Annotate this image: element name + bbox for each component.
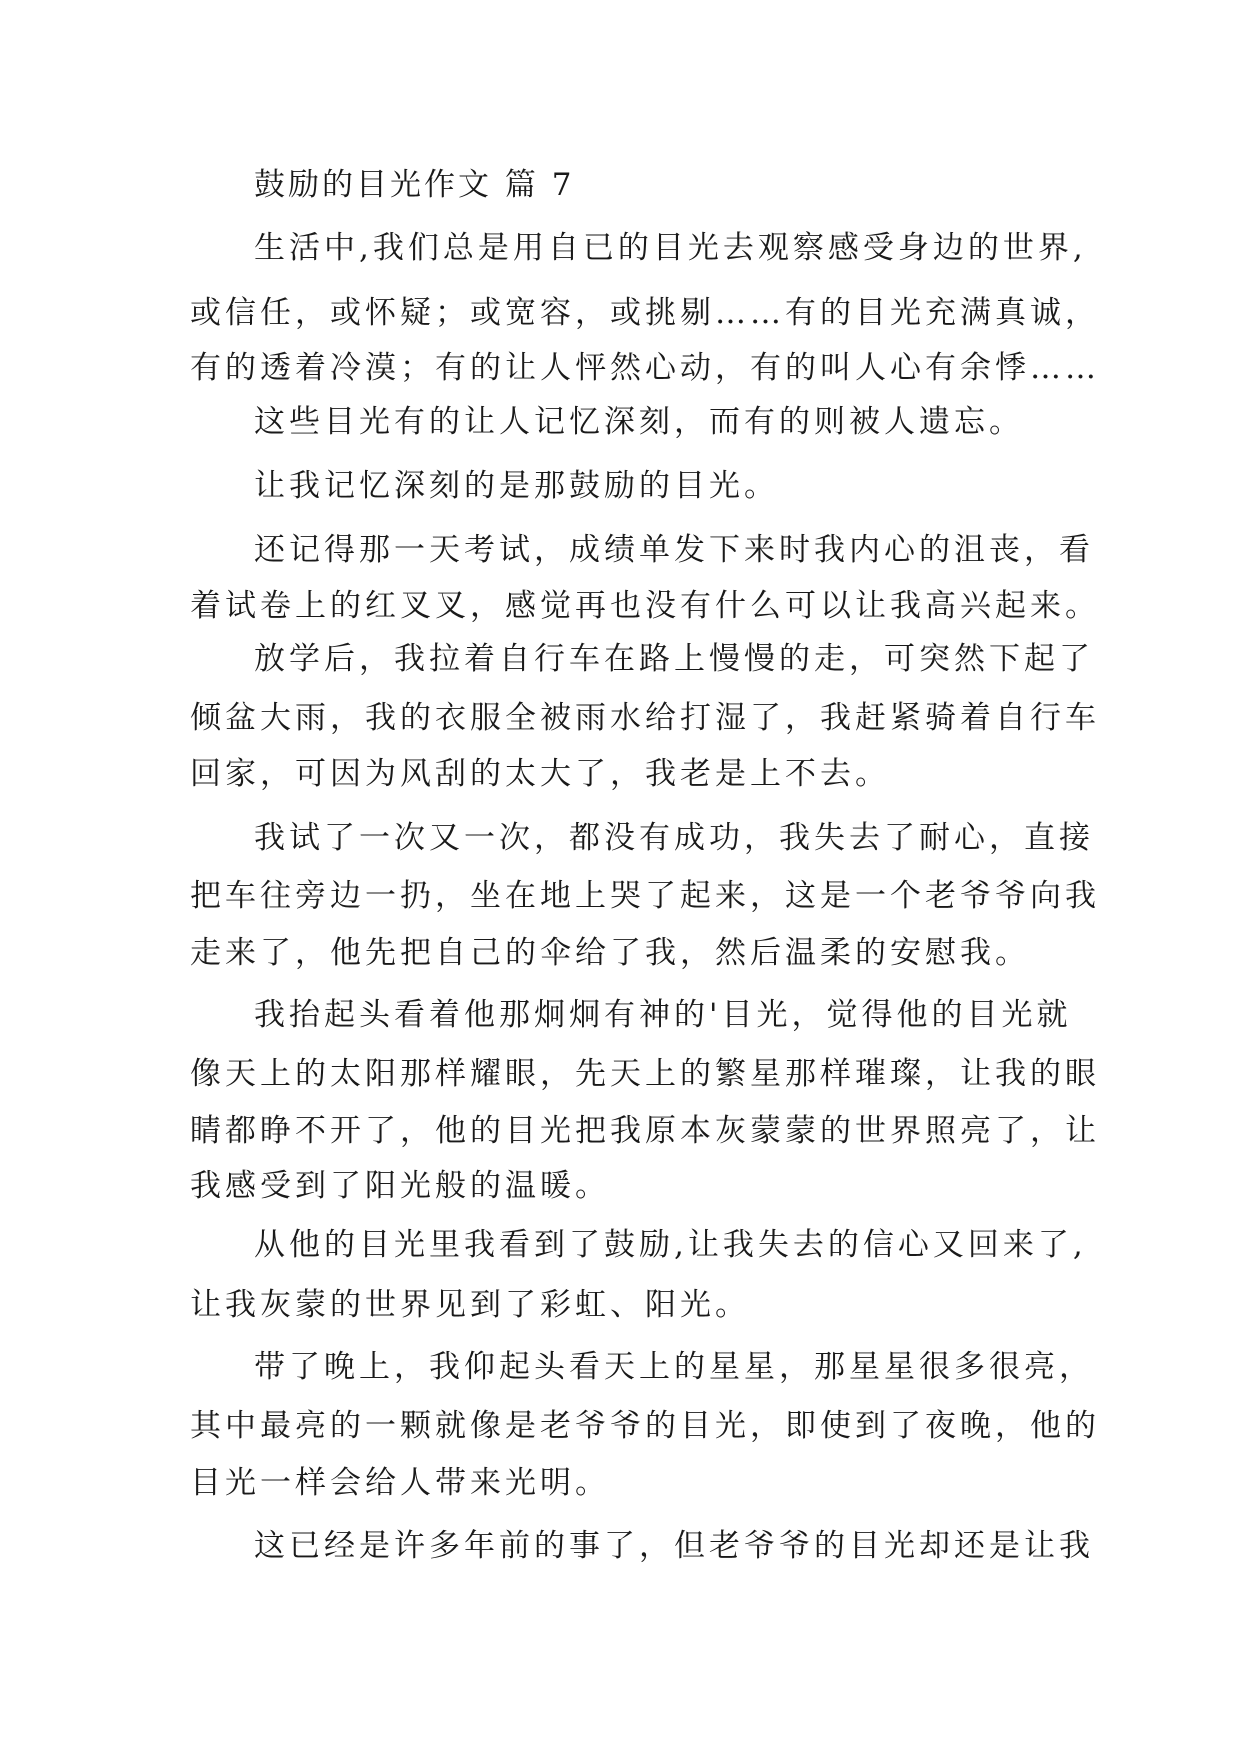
paragraph-line: 其中最亮的一颗就像是老爷爷的目光，即使到了夜晚，他的	[190, 1408, 1100, 1444]
paragraph-line: 我抬起头看着他那炯炯有神的'目光，觉得他的目光就	[254, 997, 1072, 1033]
paragraph-line: 我感受到了阳光般的温暖。	[190, 1168, 610, 1204]
paragraph-line: 着试卷上的红叉叉，感觉再也没有什么可以让我高兴起来。	[190, 588, 1100, 624]
paragraph-line: 走来了，他先把自己的伞给了我，然后温柔的安慰我。	[190, 935, 1030, 971]
paragraph-line: 带了晚上，我仰起头看天上的星星，那星星很多很亮，	[254, 1349, 1094, 1385]
paragraph-line: 这已经是许多年前的事了，但老爷爷的目光却还是让我	[254, 1528, 1094, 1564]
paragraph-line: 让我灰蒙的世界见到了彩虹、阳光。	[190, 1287, 750, 1323]
paragraph-line: 让我记忆深刻的是那鼓励的目光。	[254, 468, 779, 504]
paragraph-line: 倾盆大雨，我的衣服全被雨水给打湿了，我赶紧骑着自行车	[190, 700, 1100, 736]
paragraph-line: 把车往旁边一扔，坐在地上哭了起来，这是一个老爷爷向我	[190, 878, 1100, 914]
essay-title: 鼓励的目光作文 篇 7	[254, 167, 575, 203]
paragraph-line: 放学后，我拉着自行车在路上慢慢的走，可突然下起了	[254, 641, 1094, 677]
paragraph-line: 这些目光有的让人记忆深刻，而有的则被人遗忘。	[254, 404, 1024, 440]
paragraph-line: 或信任，或怀疑；或宽容，或挑剔……有的目光充满真诚，	[190, 295, 1100, 331]
paragraph-line: 从他的目光里我看到了鼓励,让我失去的信心又回来了,	[254, 1227, 1087, 1263]
paragraph-line: 回家，可因为风刮的太大了，我老是上不去。	[190, 756, 890, 792]
paragraph-line: 目光一样会给人带来光明。	[190, 1465, 610, 1501]
paragraph-line: 睛都睁不开了，他的目光把我原本灰蒙蒙的世界照亮了，让	[190, 1113, 1100, 1149]
paragraph-line: 还记得那一天考试，成绩单发下来时我内心的沮丧，看	[254, 532, 1094, 568]
paragraph-line: 生活中,我们总是用自已的目光去观察感受身边的世界,	[254, 230, 1087, 266]
paragraph-line: 有的透着冷漠；有的让人怦然心动，有的叫人心有余悸……	[190, 350, 1100, 386]
paragraph-line: 像天上的太阳那样耀眼，先天上的繁星那样璀璨，让我的眼	[190, 1056, 1100, 1092]
paragraph-line: 我试了一次又一次，都没有成功，我失去了耐心，直接	[254, 820, 1094, 856]
